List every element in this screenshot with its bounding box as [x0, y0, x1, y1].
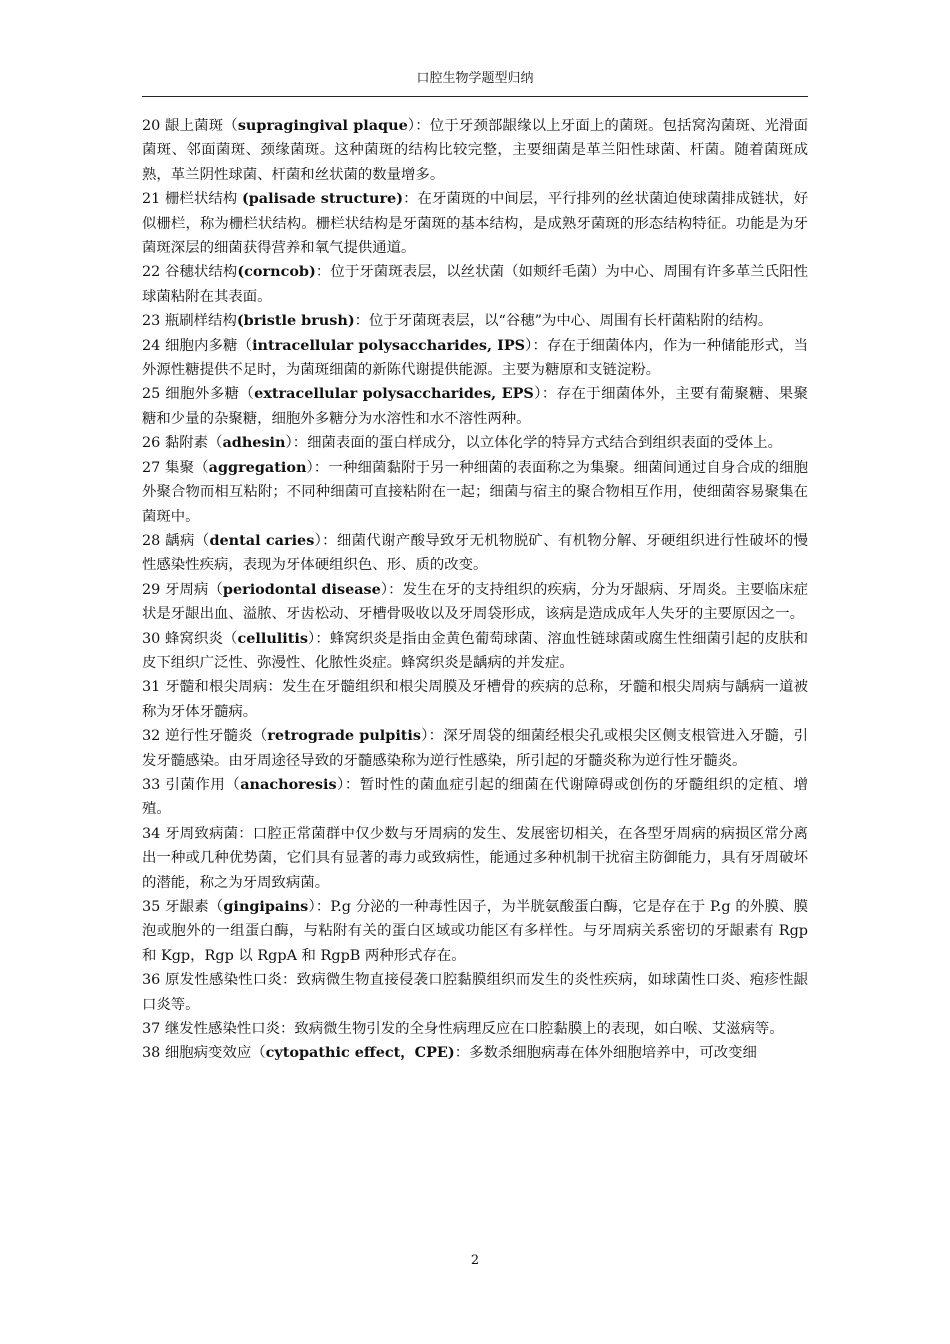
entry-text-lead: 20 龈上菌斑（ [142, 118, 238, 134]
glossary-entry [142, 431, 808, 455]
entry-text-lead: 35 牙龈素（ [142, 899, 224, 915]
entry-definition: ）：暂时性的菌血症引起的细菌在代谢障碍或创伤的牙髓组织的定植、增殖。 [142, 776, 808, 818]
entry-definition: ）：蜂窝织炎是指由金黄色葡萄球菌、溶血性链球菌或腐生性细菌引起的皮肤和皮下组织广泛性、弥漫性、化脓性炎症。蜂窝织炎是龋病的并发症。 [142, 630, 809, 671]
glossary-entry [142, 334, 808, 383]
entry-definition: ：多数杀细胞病毒在体外细胞培养中，可改变细 [454, 1045, 757, 1062]
glossary-entry [142, 627, 808, 676]
entry-definition: ）：深牙周袋的细菌经根尖孔或根尖区侧支根管进入牙髓，引发牙髓感染。由牙周途径导致的牙髓感染称为逆行性感染，所引起的牙髓炎称为逆行性牙髓炎。 [142, 728, 809, 769]
glossary-entry [142, 822, 808, 895]
entry-term-english: anachoresis [240, 775, 337, 793]
header-divider [142, 96, 808, 97]
entry-term-english: supragingival plaque [237, 117, 408, 134]
entry-text-lead: 32 逆行性牙髓炎（ [142, 728, 268, 745]
entry-text-lead: 31 牙髓和根尖周病：发生在牙髓组织和根尖周膜及牙槽骨的疾病的总称，牙髓和根尖周病与龋病一道被称为牙体牙髓病。 [142, 679, 808, 720]
entry-definition: ：在牙菌斑的中间层，平行排列的丝状菌迫使球菌排成链状，好似栅栏，称为栅栏状结构。栅栏状结构是牙菌斑的基本结构，是成熟牙菌斑的形态结构特征。功能是为牙菌斑深层的细菌获得营养和氧气提供通道。 [142, 191, 808, 257]
entry-term-english: cytopathic effect，CPE) [265, 1044, 455, 1062]
glossary-entry [142, 529, 808, 578]
glossary-entry [142, 578, 808, 627]
glossary-entry [142, 114, 808, 187]
glossary-entry [142, 1041, 808, 1065]
entry-term-english: periodontal disease [222, 580, 381, 598]
entry-term-english: (bristle brush) [236, 312, 355, 330]
entry-definition: ）：细菌代谢产酸导致牙无机物脱矿、有机物分解、牙硬组织进行性破坏的慢性感染性疾病，表现为牙体硬组织色、形、质的改变。 [142, 532, 809, 574]
glossary-entry [142, 382, 808, 431]
entry-definition: ）：位于牙颈部龈缘以上牙面上的菌斑。包括窝沟菌斑、光滑面菌斑、邻面菌斑、颈缘菌斑。这种菌斑的结构比较完整，主要细菌是革兰阳性球菌、杆菌。随着菌斑成熟，革兰阴性球菌、杆菌和丝状菌的数量增多。 [142, 118, 808, 183]
glossary-entry [142, 895, 808, 968]
entry-term-english: aggregation [208, 458, 307, 476]
document-body [142, 114, 808, 1066]
entry-text-lead: 22 谷穗状结构 [142, 264, 238, 281]
entry-definition: ）：发生在牙的支持组织的疾病，分为牙龈病、牙周炎。主要临床症状是牙龈出血、溢脓、牙齿松动、牙槽骨吸收以及牙周袋形成，该病是造成成年人失牙的主要原因之一。 [142, 581, 809, 623]
entry-term-english: extracellular polysaccharides, EPS [254, 385, 534, 403]
entry-text-lead: 38 细胞病变效应（ [142, 1045, 266, 1062]
entry-definition: ）：细菌表面的蛋白样成分，以立体化学的特异方式结合到组织表面的受体上。 [285, 435, 782, 452]
glossary-entry [142, 187, 808, 260]
entry-term-english: cellulitis [237, 629, 308, 647]
glossary-entry [142, 675, 808, 724]
entry-term-english: (palisade structure) [241, 190, 404, 208]
entry-term-english: (corncob) [237, 263, 316, 281]
entry-term-english: gingipains [223, 898, 309, 915]
entry-text-lead: 29 牙周病（ [142, 581, 223, 598]
entry-text-lead: 37 继发性感染性口炎：致病微生物引发的全身性病理反应在口腔黏膜上的表现，如白喉、艾滋病等。 [142, 1021, 784, 1038]
entry-text-lead: 36 原发性感染性口炎：致病微生物直接侵袭口腔黏膜组织而发生的炎性疾病，如球菌性口炎、疱疹性龈口炎等。 [142, 972, 808, 1013]
entry-definition: ：位于牙菌斑表层，以“谷穗”为中心、周围有长杆菌粘附的结构。 [354, 313, 773, 330]
entry-text-lead: 24 细胞内多糖（ [142, 337, 253, 354]
entry-text-lead: 26 黏附素（ [142, 435, 223, 452]
glossary-entry [142, 456, 808, 529]
entry-text-lead: 21 栅栏状结构 [142, 191, 242, 208]
entry-text-lead: 25 细胞外多糖（ [142, 386, 255, 403]
entry-term-english: intracellular polysaccharides, IPS [252, 336, 526, 354]
entry-definition: ）：存在于细菌体外，主要有葡聚糖、果聚糖和少量的杂聚糖，细胞外多糖分为水溶性和水不溶性两种。 [142, 386, 808, 427]
entry-definition: ：位于牙菌斑表层，以丝状菌（如颊纤毛菌）为中心、周围有许多革兰氏阳性球菌粘附在其表面。 [142, 264, 808, 305]
entry-text-lead: 23 瓶刷样结构 [142, 313, 237, 330]
entry-text-lead: 30 蜂窝织炎（ [142, 630, 238, 647]
entry-term-english: adhesin [222, 434, 286, 452]
entry-text-lead: 34 牙周致病菌：口腔正常菌群中仅少数与牙周病的发生、发展密切相关，在各型牙周病的病损区常分离出一种或几种优势菌，它们具有显著的毒力或致病性，能通过多种机制干扰宿主防御能力，具有牙周破坏的潜能，称之为牙周致病菌。 [142, 825, 808, 891]
page-number: 2 [470, 1253, 480, 1268]
glossary-entry [142, 260, 808, 309]
entry-text-lead: 27 集聚（ [142, 459, 209, 476]
glossary-entry [142, 724, 808, 773]
entry-term-english: dental caries [209, 531, 315, 549]
entry-definition: ）：P.g 分泌的一种毒性因子，为半胱氨酸蛋白酶，它是存在于 P.g 的外膜、膜泡或胞外的一组蛋白酶，与粘附有关的蛋白区域或功能区有多样性。与牙周病关系密切的牙龈素有 Rgp 和 Kgp，Rgp 以 RgpA 和 RgpB 两种形式存在。 [142, 899, 808, 964]
entry-text-lead: 28 龋病（ [142, 532, 210, 549]
page-header-title: 口腔生物学题型归纳 [416, 71, 534, 86]
entry-definition: ）：存在于细菌体内，作为一种储能形式，当外源性糖提供不足时，为菌斑细菌的新陈代谢提供能源。主要为糖原和支链淀粉。 [142, 337, 808, 379]
entry-text-lead: 33 引菌作用（ [142, 776, 241, 793]
glossary-entry [142, 773, 808, 822]
entry-term-english: retrograde pulpitis [267, 727, 422, 745]
glossary-entry [142, 968, 808, 1017]
entry-definition: ）：一种细菌黏附于另一种细菌的表面称之为集聚。细菌间通过自身合成的细胞外聚合物而相互粘附；不同种细菌可直接粘附在一起；细菌与宿主的聚合物相互作用，使细菌容易聚集在菌斑中。 [142, 459, 808, 525]
glossary-entry [142, 309, 808, 333]
glossary-entry [142, 1017, 808, 1041]
